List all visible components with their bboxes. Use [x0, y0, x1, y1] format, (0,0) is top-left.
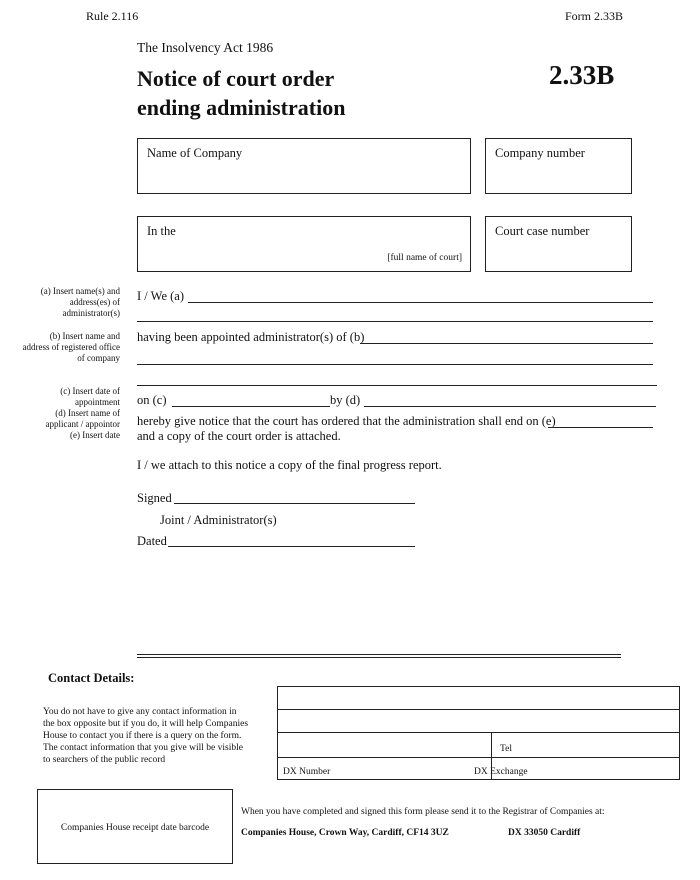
form-label: Form 2.33B: [565, 9, 624, 23]
section-divider: [137, 654, 621, 658]
dx-exchange-label: DX Exchange: [474, 767, 528, 777]
note-a-line: administrator(s): [62, 308, 120, 318]
form-number: 2.33B: [549, 60, 615, 90]
contact-title: Contact Details:: [48, 671, 135, 685]
note-cde-line: (e) Insert date: [70, 430, 120, 440]
note-b-line: address of registered office: [22, 342, 120, 352]
tel-label: Tel: [500, 744, 512, 754]
dated-label: Dated: [137, 534, 167, 548]
title-line-2: ending administration: [137, 95, 346, 120]
note-cde-line: (d) Insert name of: [55, 408, 120, 418]
barcode-label: Companies House receipt date barcode: [60, 823, 210, 833]
note-cde-line: appointment: [75, 397, 120, 407]
contact-box: [277, 686, 680, 780]
signature-field[interactable]: [174, 503, 415, 504]
note-b-line: (b) Insert name and: [49, 331, 120, 341]
administrator-address-field[interactable]: [137, 321, 653, 322]
contact-line-2[interactable]: [278, 732, 679, 733]
contact-line-1[interactable]: [278, 709, 679, 710]
title-line-1: Notice of court order: [137, 66, 335, 91]
court-label: In the: [147, 224, 176, 238]
court-case-number-box[interactable]: [485, 216, 632, 272]
dx-number-label: DX Number: [283, 767, 331, 777]
note-cde: [10, 386, 120, 441]
note-a-line: (a) Insert name(s) and: [40, 286, 120, 296]
appointment-date-field[interactable]: [172, 406, 330, 407]
companies-house-address: Companies House, Crown Way, Cardiff, CF14 3UZ: [241, 828, 449, 838]
copy-text: and a copy of the court order is attached.: [137, 429, 341, 443]
company-name-box[interactable]: [137, 138, 471, 194]
attach-text: I / we attach to this notice a copy of the final progress report.: [137, 458, 442, 472]
note-cde-line: (c) Insert date of: [60, 386, 120, 396]
contact-text: [43, 706, 263, 766]
dx-address: DX 33050 Cardiff: [508, 828, 581, 838]
rule-number: Rule 2.116: [86, 9, 139, 23]
administrator-name-field[interactable]: [188, 302, 653, 303]
barcode-box: [37, 789, 233, 864]
company-address-field[interactable]: [137, 364, 653, 365]
note-b: [5, 331, 120, 364]
contact-text-line: The contact information that you give will be visible: [43, 743, 243, 753]
i-we-label: I / We (a): [137, 289, 185, 303]
company-number-label: Company number: [495, 146, 585, 160]
court-hint: [full name of court]: [387, 253, 462, 263]
contact-text-line: to searchers of the public record: [43, 755, 166, 765]
by-label: by (d): [330, 393, 361, 407]
court-case-number-label: Court case number: [495, 224, 590, 238]
notice-text: hereby give notice that the court has ordered that the administration shall end on (e): [137, 414, 556, 428]
signed-label: Signed: [137, 491, 172, 505]
contact-text-line: House to contact you if there is a query on the form.: [43, 731, 242, 741]
on-label: on (c): [137, 393, 167, 407]
act-name: The Insolvency Act 1986: [137, 40, 274, 55]
note-a-line: address(es) of: [69, 297, 120, 307]
contact-text-line: You do not have to give any contact information in: [43, 707, 237, 717]
send-instructions: When you have completed and signed this form please send it to the Registrar of Companies at:: [241, 807, 605, 817]
company-name-label: Name of Company: [147, 146, 243, 160]
company-address-field-2[interactable]: [137, 385, 657, 386]
company-field[interactable]: [360, 343, 653, 344]
contact-line-3[interactable]: [278, 757, 679, 758]
appointed-label: having been appointed administrator(s) of (b): [137, 330, 365, 344]
appointor-field[interactable]: [364, 406, 656, 407]
note-b-line: of company: [77, 353, 120, 363]
joint-administrator-label: Joint / Administrator(s): [160, 513, 277, 527]
company-number-box[interactable]: [485, 138, 632, 194]
court-box[interactable]: [137, 216, 471, 272]
note-cde-line: applicant / appointor: [45, 419, 120, 429]
date-field[interactable]: [168, 546, 415, 547]
note-a: [10, 286, 120, 319]
end-date-field[interactable]: [548, 427, 653, 428]
form-title: [137, 64, 345, 122]
contact-text-line: the box opposite but if you do, it will help Companies: [43, 719, 249, 729]
